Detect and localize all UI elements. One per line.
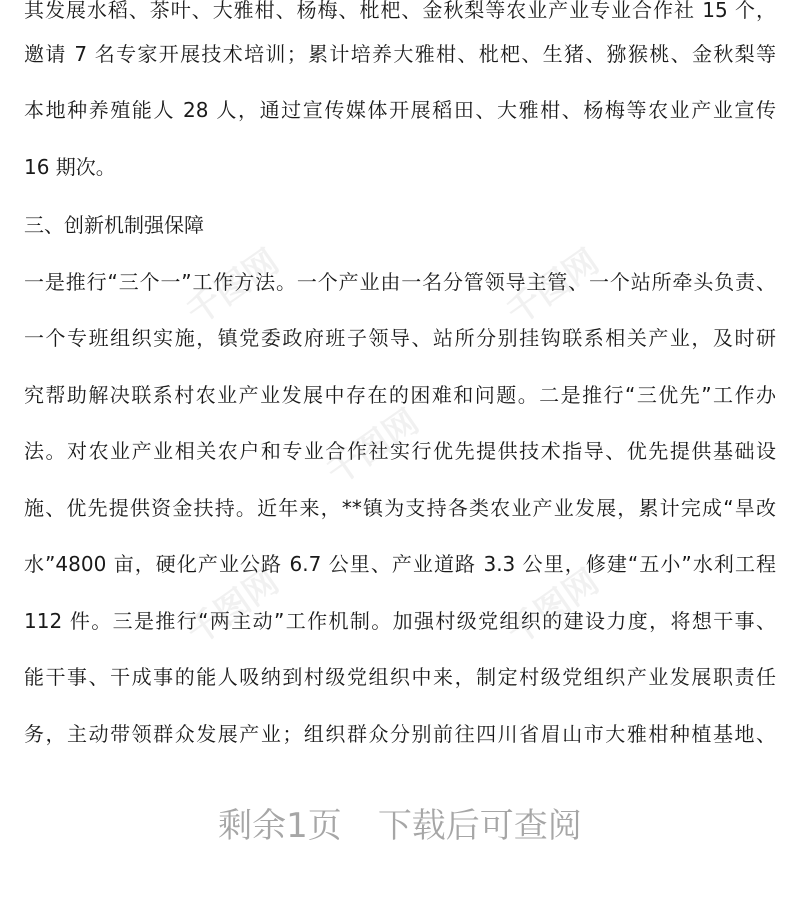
- text-line-2: 邀请 7 名专家开展技术培训；累计培养大雅柑、枇杷、生猪、猕猴桃、金秋梨等: [24, 42, 776, 66]
- download-to-view-label: 下载后可查阅: [377, 806, 582, 846]
- text-line-4: 16 期次。: [24, 155, 116, 179]
- remaining-pages-banner[interactable]: [0, 800, 800, 852]
- section-heading: 三、创新机制强保障: [24, 213, 204, 237]
- text-line-11: 水”4800 亩，硬化产业公路 6.7 公里、产业道路 3.3 公里，修建“五小”水利工程: [24, 552, 776, 576]
- watermark: 千图网: [319, 401, 427, 494]
- text-line-13: 能干事、干成事的能人吸纳到村级党组织中来，制定村级党组织产业发展职责任: [24, 665, 776, 689]
- remaining-pages-label: 剩余1页: [218, 806, 342, 846]
- text-line-8: 究帮助解决联系村农业产业发展中存在的困难和问题。二是推行“三优先”工作办: [24, 383, 776, 407]
- text-line-10: 施、优先提供资金扶持。近年来，**镇为支持各类农业产业发展，累计完成“旱改: [24, 496, 776, 520]
- watermark: 千图网: [179, 561, 287, 654]
- text-line-12: 112 件。三是推行“两主动”工作机制。加强村级党组织的建设力度，将想干事、: [24, 609, 776, 633]
- text-line-6: 一是推行“三个一”工作方法。一个产业由一名分管领导主管、一个站所牵头负责、: [24, 270, 776, 294]
- watermark: 千图网: [499, 561, 607, 654]
- watermark: 千图网: [499, 241, 607, 334]
- watermark: 千图网: [179, 241, 287, 334]
- text-line-1: 其发展水稻、茶叶、大雅柑、杨梅、枇杷、金秋梨等农业产业专业合作社 15 个，: [24, 0, 776, 22]
- text-line-3: 本地种养殖能人 28 人，通过宣传媒体开展稻田、大雅柑、杨梅等农业产业宣传: [24, 98, 776, 122]
- text-line-7: 一个专班组织实施，镇党委政府班子领导、站所分别挂钩联系相关产业，及时研: [24, 326, 776, 350]
- text-line-9: 法。对农业产业相关农户和专业合作社实行优先提供技术指导、优先提供基础设: [24, 439, 776, 463]
- text-line-14: 务，主动带领群众发展产业；组织群众分别前往四川省眉山市大雅柑种植基地、: [24, 722, 776, 746]
